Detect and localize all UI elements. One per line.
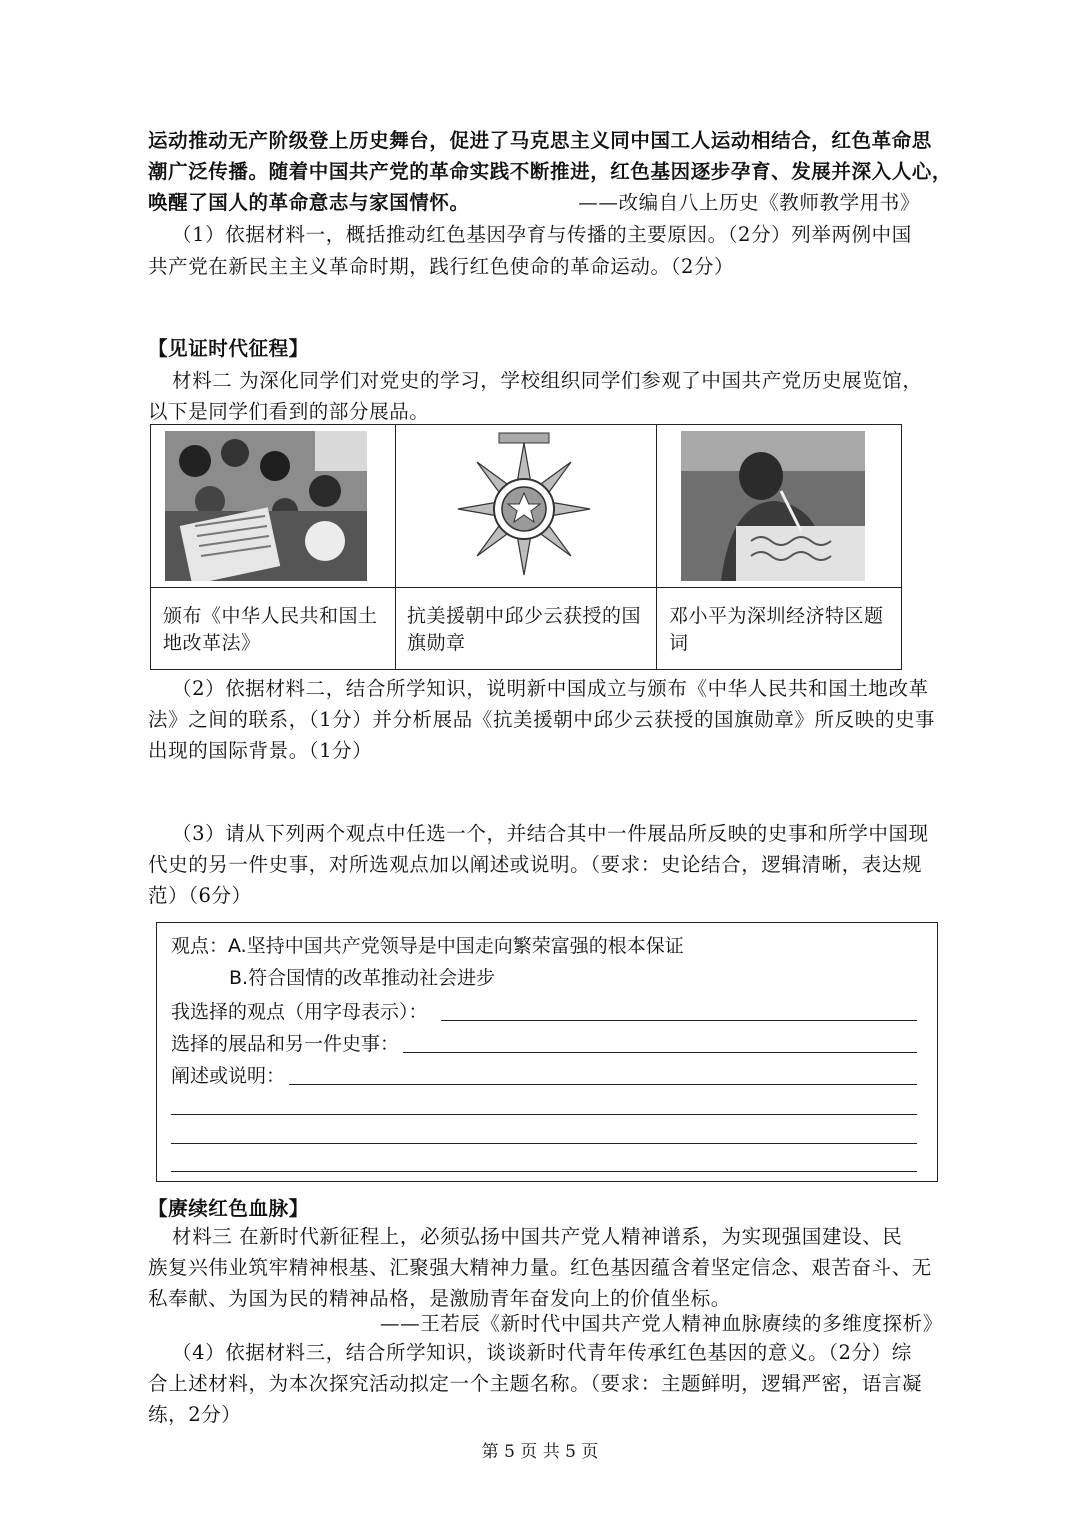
table-divider <box>656 425 657 669</box>
table-divider <box>395 425 396 669</box>
deng-xiaoping-inscription-photo <box>681 431 865 581</box>
material2-line1: 材料二 为深化同学们对党史的学习，学校组织同学们参观了中国共产党历史展览馆， <box>172 369 923 392</box>
answer-box <box>156 922 938 1182</box>
section3-heading: 【赓续红色血脉】 <box>148 1197 309 1220</box>
exhibit-caption-inscription: 邓小平为深圳经济特区题词 <box>669 605 884 654</box>
question4-line2: 合上述材料，为本次探究活动拟定一个主题名称。（要求：主题鲜明，逻辑严密，语言凝 <box>148 1372 923 1395</box>
crowd-photo-icon <box>165 431 367 581</box>
material3-source: ——王若辰《新时代中国共产党人精神血脉赓续的多维度探析》 <box>380 1312 943 1335</box>
explain-answer-blank[interactable] <box>289 1084 917 1085</box>
question1-line1: （1）依据材料一，概括推动红色基因孕育与传播的主要原因。（2分）列举两例中国 <box>172 223 912 246</box>
question4-line1: （4）依据材料三，结合所学知识，谈谈新时代青年传承红色基因的意义。（2分）综 <box>172 1341 912 1364</box>
table-divider <box>151 587 901 588</box>
material1-line1: 运动推动无产阶级登上历史舞台，促进了马克思主义同中国工人运动相结合，红色革命思 <box>148 129 932 152</box>
explain-answer-blank[interactable] <box>171 1114 917 1115</box>
section2-heading: 【见证时代征程】 <box>148 337 309 360</box>
material3-line2: 族复兴伟业筑牢精神根基、汇聚强大精神力量。红色基因蕴含着坚定信念、艰苦奋斗、无 <box>148 1256 932 1279</box>
choice-answer-blank[interactable] <box>441 1020 917 1021</box>
viewpoint-a: 观点：A.坚持中国共产党领导是中国走向繁荣富强的根本保证 <box>171 935 684 957</box>
exhibit-answer-blank[interactable] <box>403 1052 917 1053</box>
question3-line2: 代史的另一件史事，对所选观点加以阐述或说明。（要求：史论结合，逻辑清晰，表达规 <box>148 853 923 876</box>
question4-line3: 练，2分） <box>148 1403 242 1426</box>
question3-line1: （3）请从下列两个观点中任选一个，并结合其中一件展品所反映的史事和所学中国现 <box>172 822 929 845</box>
exhibits-table <box>150 424 902 670</box>
material3-line3: 私奉献、为国为民的精神品格，是激励青年奋发向上的价值坐标。 <box>148 1287 731 1310</box>
question2-line3: 出现的国际背景。（1分） <box>148 739 373 762</box>
explain-label: 阐述或说明： <box>171 1065 286 1087</box>
explain-answer-blank[interactable] <box>171 1171 917 1172</box>
material1-line2: 潮广泛传播。随着中国共产党的革命实践不断推进，红色基因逐步孕育、发展并深入人心， <box>148 160 953 183</box>
medal-icon <box>439 431 609 581</box>
exhibit-label: 选择的展品和另一件史事： <box>171 1033 400 1055</box>
explain-answer-blank[interactable] <box>171 1143 917 1144</box>
question2-line1: （2）依据材料二，结合所学知识，说明新中国成立与颁布《中华人民共和国土地改革 <box>172 677 929 700</box>
exhibit-caption-land-reform: 颁布《中华人民共和国土地改革法》 <box>163 605 378 654</box>
choice-label: 我选择的观点（用字母表示）： <box>171 1001 428 1023</box>
qiu-shaoyun-medal-picture <box>439 431 609 581</box>
viewpoint-b: B.符合国情的改革推动社会进步 <box>229 967 496 989</box>
calligraphy-photo-icon <box>681 431 865 581</box>
material2-line2: 以下是同学们看到的部分展品。 <box>148 400 430 423</box>
material3-line1: 材料三 在新时代新征程上，必须弘扬中国共产党人精神谱系，为实现强国建设、民 <box>172 1225 903 1248</box>
question3-line3: 范）（6分） <box>148 884 252 907</box>
material1-source: ——改编自八上历史《教师教学用书》 <box>578 191 920 214</box>
land-reform-crowd-photo <box>165 431 367 581</box>
page-number: 第 5 页 共 5 页 <box>481 1442 599 1462</box>
exhibit-caption-medal: 抗美援朝中邱少云获授的国旗勋章 <box>407 605 642 654</box>
question2-line2: 法》之间的联系，（1分）并分析展品《抗美援朝中邱少云获授的国旗勋章》所反映的史事 <box>148 708 936 731</box>
material1-line3: 唤醒了国人的革命意志与家国情怀。 <box>148 191 470 214</box>
question1-line2: 共产党在新民主主义革命时期，践行红色使命的革命运动。（2分） <box>148 255 735 278</box>
